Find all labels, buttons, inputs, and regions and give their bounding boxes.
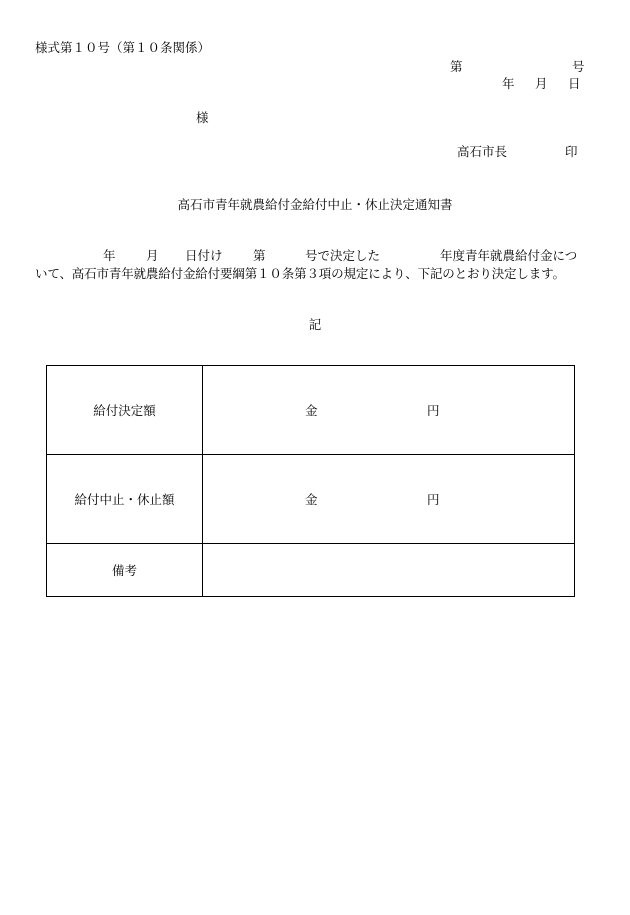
table-row [47,366,575,455]
document-title: 高石市青年就農給付金給付中止・休止決定通知書 [177,197,453,212]
remarks-cell [203,544,575,597]
form-number: 様式第１０号（第１０条関係） [35,40,211,55]
doc-number-prefix: 第 [450,59,463,74]
suspension-amount-label: 給付中止・休止額 [47,455,203,544]
date-year-label: 年 [502,76,515,91]
decision-table [46,365,575,597]
doc-number-suffix: 号 [572,59,585,74]
seal-mark: 印 [565,144,578,159]
remarks-label: 備考 [47,544,203,597]
date-month-label: 月 [535,76,548,91]
kin-label: 金 [305,403,318,418]
ki-heading: 記 [308,317,322,332]
body-date-suffix: 日付け [185,248,223,263]
body-year-label: 年 [103,248,116,263]
date-day-label: 日 [568,76,581,91]
body-line2: いて、高石市青年就農給付金給付要綱第１０条第３項の規定により、下記のとおり決定します。 [35,266,565,281]
issuer-name: 高石市長 [457,144,508,159]
body-go-decided: 号で決定した [305,248,381,263]
addressee-suffix: 様 [196,110,209,125]
kin-label: 金 [305,492,318,507]
body-month-label: 月 [146,248,159,263]
table-row [47,455,575,544]
table-row [47,544,575,597]
grant-decision-amount-cell [203,366,575,455]
suspension-amount-cell [203,455,575,544]
yen-label: 円 [427,492,440,507]
grant-decision-amount-label: 給付決定額 [47,366,203,455]
yen-label: 円 [427,403,440,418]
body-dai-label: 第 [253,248,266,263]
body-line1-tail: 年度青年就農給付金につ [440,248,578,263]
